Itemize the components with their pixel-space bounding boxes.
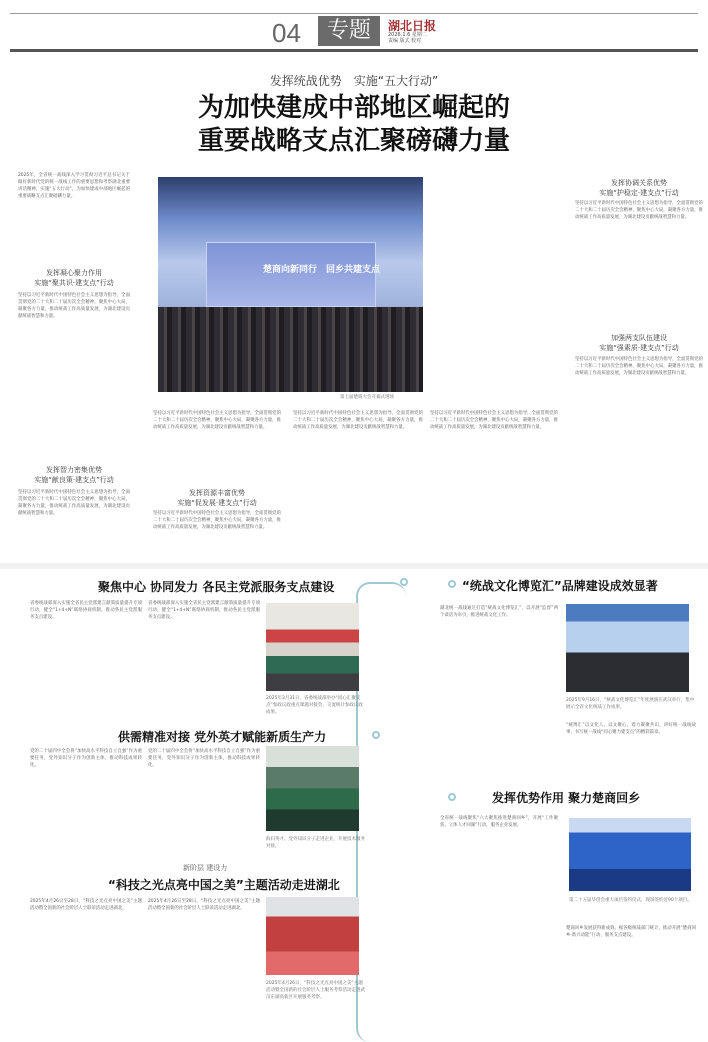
body-col-4: 坚持以习近平新时代中国特色社会主义思想为指导，全面贯彻党的二十大和二十届历次全会精神，聚焦中心大局，凝聚各方力量，推动统战工作高质量发展，为湖北建设贡献统战智慧和力量。 bbox=[430, 411, 558, 430]
connector-line bbox=[356, 582, 406, 1042]
section-label: 专题 bbox=[318, 16, 380, 46]
subhead-4: 发挥协调关系优势 实施“护稳定·建支点”行动 bbox=[599, 179, 679, 197]
lead-kicker: 发挥统战优势 实施“五大行动” bbox=[269, 74, 439, 88]
sidebar-5-body-2: 楚商回乡发展获得新成效。据各级统战部门统计，推动开展“楚商回乡·新兴动能”行动，服务支点建设。 bbox=[566, 926, 696, 938]
sidebar-2-photo bbox=[266, 746, 359, 831]
sidebar-3-photo bbox=[266, 897, 359, 975]
page-number: 04 bbox=[272, 18, 301, 48]
sidebar-2-body-b: 党的二十届四中全会将“加快高水平科技自立自强”作为重要任务，党外知识分子作为创新主体，推动科技成果转化。 bbox=[148, 749, 260, 768]
sidebar-5-title: 发挥优势作用 聚力楚商回乡 bbox=[492, 791, 641, 805]
sidebar-4-photo bbox=[566, 604, 689, 692]
lead-intro: 2025年，全省统一战线深入学习贯彻习近平总书记关于做好新时代党的统一战线工作的重要思想和考察湖北重要讲话精神，实施“五大行动”，为加快建成中部地区崛起的重要战略支点汇聚磅礴力量。 bbox=[18, 173, 130, 199]
sidebar-1-caption: 2025年3月31日，省委统战部举办“同心汇聚支点”参政议政重点课题对接会，交流统计参政议政成果。 bbox=[266, 696, 363, 715]
main-photo-caption: 第七届楚商大会开幕式现场 bbox=[340, 395, 394, 400]
sidebar-1-title: 聚焦中心 协同发力 各民主党派服务支点建设 bbox=[98, 580, 335, 594]
body-col-5a: 坚持以习近平新时代中国特色社会主义思想为指导，全面贯彻党的二十大和二十届历次全会精神，聚焦中心大局，凝聚各方力量，推动统战工作高质量发展，为湖北建设贡献统战智慧和力量。 bbox=[575, 201, 703, 220]
sidebar-3-kicker: 新阶层 建设力 bbox=[183, 864, 228, 872]
body-col-2b: 坚持以习近平新时代中国特色社会主义思想为指导，全面贯彻党的二十大和二十届历次全会精神，聚焦中心大局，凝聚各方力量，推动统战工作高质量发展，为湖北建设贡献统战智慧和力量。 bbox=[153, 511, 281, 530]
subhead-3: 发挥资源丰富优势 实施“促发展·建支点”行动 bbox=[177, 489, 257, 507]
sidebar-1-photo bbox=[266, 603, 359, 691]
masthead-bottom-rule bbox=[10, 49, 698, 52]
body-col-2a: 坚持以习近平新时代中国特色社会主义思想为指导，全面贯彻党的二十大和二十届历次全会精神，聚焦中心大局，凝聚各方力量，推动统战工作高质量发展，为湖北建设贡献统战智慧和力量。 bbox=[153, 411, 281, 430]
sidebar-4-body: 湖北统一战线通过打造“统战文化博览汇”，以开展“监督”两个谈话为牵引，推进统战文化工作。 bbox=[440, 606, 558, 618]
subhead-5: 加强两支队伍建设 实施“强素质·建支点”行动 bbox=[599, 334, 679, 352]
body-col-1b: 坚持以习近平新时代中国特色社会主义思想为指导，全面贯彻党的二十大和二十届历次全会精神，聚焦中心大局，凝聚各方力量，推动统战工作高质量发展，为湖北建设贡献统战智慧和力量。 bbox=[18, 490, 130, 516]
sidebar-5-caption: 第二十五届华创会重大项目签约仪式，现场签约近90个项目。 bbox=[569, 898, 692, 903]
body-col-3: 坚持以习近平新时代中国特色社会主义思想为指导，全面贯彻党的二十大和二十届历次全会精神，聚焦中心大局，凝聚各方力量，推动统战工作高质量发展，为湖北建设贡献统战智慧和力量。 bbox=[293, 411, 423, 430]
photo-banner-text: 楚商向新同行 回乡共建支点 bbox=[263, 265, 381, 275]
connector-dot bbox=[448, 580, 456, 588]
date-line: 2026.1.6 星期二 责编 版式 校对 bbox=[388, 32, 427, 44]
connector-dot bbox=[448, 793, 456, 801]
sidebar-2-title: 供需精准对接 党外英才赋能新质生产力 bbox=[118, 730, 327, 744]
sidebar-2-body-a: 党的二十届四中全会将“加快高水平科技自立自强”作为重要任务，党外知识分子作为创新主体，推动科技成果转化。 bbox=[30, 749, 142, 768]
body-col-1a: 坚持以习近平新时代中国特色社会主义思想为指导，全面贯彻党的二十大和二十届历次全会精神，聚焦中心大局，凝聚各方力量，推动统战工作高质量发展，为湖北建设贡献统战智慧和力量。 bbox=[18, 293, 130, 319]
subhead-2: 发挥智力密集优势 实施“献良策·建支点”行动 bbox=[34, 466, 114, 484]
sidebar-2-caption: 海归英才、党外知识分子走进企业，开展技术服务对接。 bbox=[266, 837, 365, 849]
main-photo bbox=[158, 177, 423, 392]
body-col-5b: 坚持以习近平新时代中国特色社会主义思想为指导，全面贯彻党的二十大和二十届历次全会精神，聚焦中心大局，凝聚各方力量，推动统战工作高质量发展，为湖北建设贡献统战智慧和力量。 bbox=[575, 357, 703, 376]
sidebar-4-caption: 2025年9月16日，“统战文化博览汇”年度展演在武汉举行，集中展示全省文化统战工作成果。 bbox=[566, 698, 695, 710]
lead-headline: 为加快建成中部地区崛起的 重要战略支点汇聚磅礴力量 bbox=[197, 93, 510, 156]
connector-dot bbox=[372, 731, 380, 739]
sidebar-3-body-b: 2025年4月26日至28日，“科技之光点亮中国之美”主题活动暨全国新的社会阶层人士联谊活动走进湖北。 bbox=[148, 899, 260, 911]
connector-dot bbox=[400, 578, 408, 586]
audience bbox=[158, 307, 423, 392]
sidebar-5-photo bbox=[569, 818, 691, 891]
masthead-top-rule bbox=[10, 13, 698, 14]
sidebar-5-body: 全省统一战线聚焦“六大聚焦推进楚商回乡”，开展“工作聚焦、立体人才回湖”行动，服务企业发展。 bbox=[440, 816, 558, 828]
sidebar-1-body-a: 省委统战部深入实施全省民主党派建言献策质量提升专项行动，健全“1+4+N”联络协商机制，推动各民主党派服务支点建设。 bbox=[30, 601, 142, 620]
section-divider bbox=[0, 563, 708, 569]
sidebar-3-caption: 2025年4月26日，“科技之光点亮中国之美”主题活动暨全国新的社会阶层人士服务考察活动走进武汉东湖高新区开展服务考察。 bbox=[266, 981, 365, 1000]
sidebar-3-title: “科技之光点亮中国之美”主题活动走进湖北 bbox=[108, 878, 340, 892]
sidebar-4-title: “统战文化博览汇”品牌建设成效显著 bbox=[462, 579, 658, 593]
paper-name: 湖北日报 bbox=[388, 19, 437, 33]
subhead-1: 发挥凝心聚力作用 实施“聚共识·建支点”行动 bbox=[34, 269, 114, 287]
sidebar-1-body-b: 省委统战部深入实施全省民主党派建言献策质量提升专项行动，健全“1+4+N”联络协商机制，推动各民主党派服务支点建设。 bbox=[148, 601, 260, 620]
sidebar-4-body-2: “统博汇”以文化人、以文聚心，着力凝聚共识，讲好统一战线故事，书写统一战线“同心聚力建支点”的精彩篇章。 bbox=[566, 723, 696, 735]
sidebar-3-body-a: 2025年4月26日至28日，“科技之光点亮中国之美”主题活动暨全国新的社会阶层人士联谊活动走进湖北。 bbox=[30, 899, 142, 911]
